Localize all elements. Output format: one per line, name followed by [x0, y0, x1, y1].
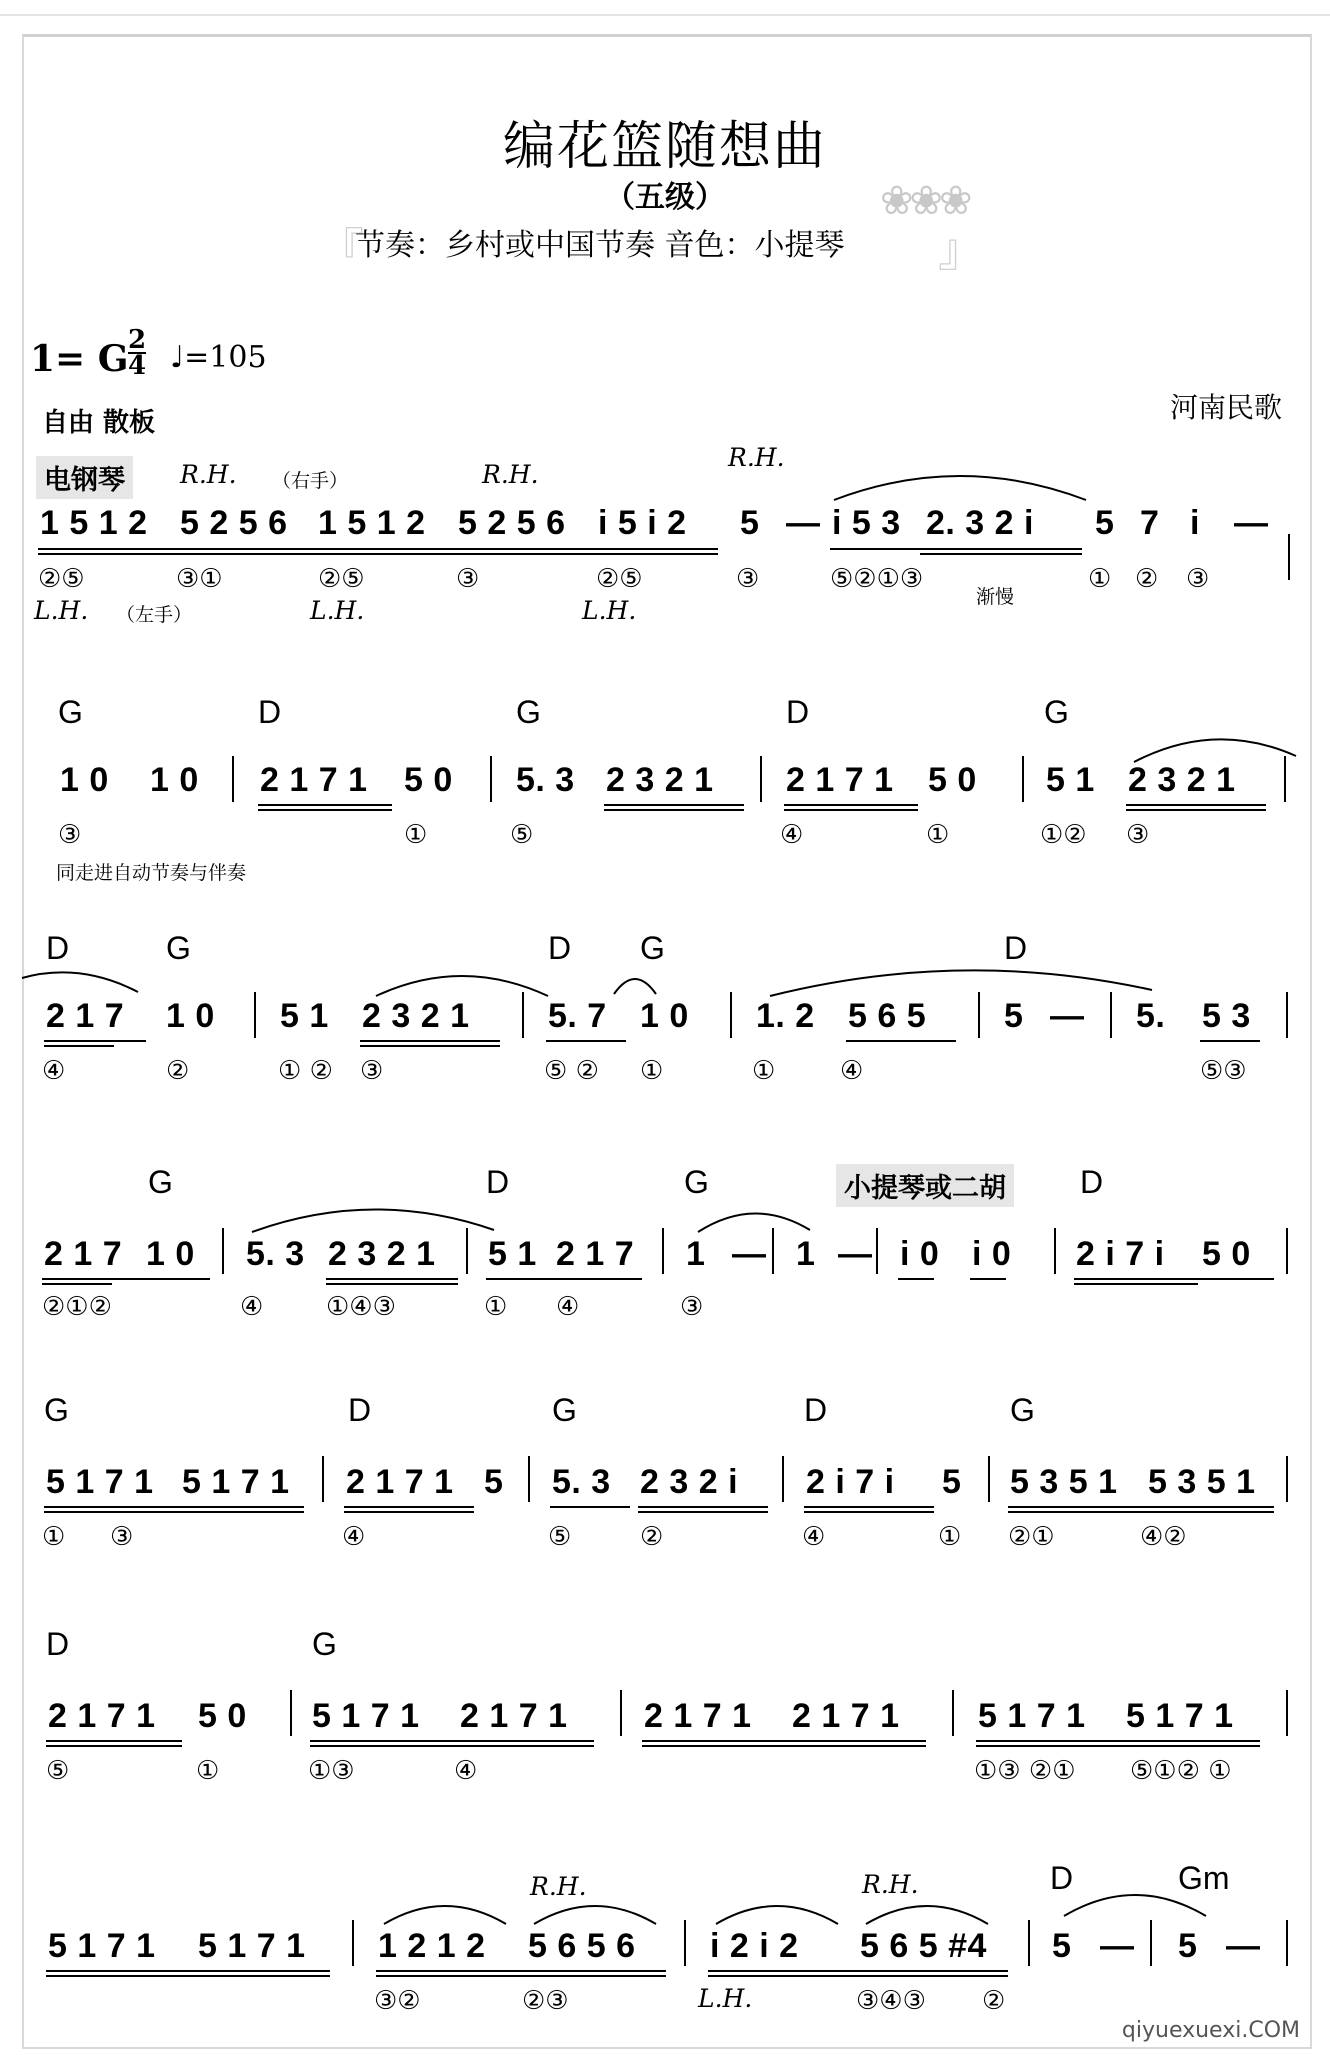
note-group: — — [732, 1235, 767, 1273]
beam-line — [804, 1506, 934, 1508]
rh-label: R.H. — [530, 1872, 587, 1901]
beam-line — [46, 1975, 330, 1977]
beam-line — [360, 1040, 500, 1042]
slur — [862, 1896, 992, 1926]
beam-line — [784, 804, 918, 806]
fingering: ① ② — [278, 1056, 333, 1086]
note-group: — — [838, 1235, 873, 1273]
note-group: 5. 3 — [246, 1235, 305, 1273]
note-group: i 0 — [900, 1235, 940, 1273]
chord-symbol: G — [148, 1164, 173, 1200]
beam-line — [846, 1040, 956, 1042]
beam-line — [360, 1045, 500, 1047]
flower-decoration-icon: ❀❀❀ — [880, 178, 969, 224]
note-group: 5 1 — [1046, 761, 1095, 799]
barline — [684, 1920, 686, 1966]
note-group: 2 3 2 1 — [362, 997, 470, 1035]
note-group: 2 3 2 1 — [328, 1235, 436, 1273]
note-group: 1 — [796, 1235, 816, 1273]
fingering: ③② — [374, 1986, 421, 2016]
barline — [1286, 1456, 1288, 1502]
lh-label: L.H. — [310, 596, 365, 625]
barline — [254, 992, 256, 1038]
slur — [1130, 730, 1300, 764]
beam-line — [326, 1278, 458, 1280]
fingering: ②① — [1008, 1522, 1055, 1552]
fingering: ④② — [1140, 1522, 1187, 1552]
instrument-label-violin: 小提琴或二胡 — [836, 1164, 1014, 1207]
fingering: ⑤ — [46, 1756, 70, 1786]
chord-symbol: D — [1080, 1164, 1104, 1200]
fingering: ③④③ — [856, 1986, 926, 2016]
note-group: 5 1 7 1 — [182, 1463, 290, 1501]
beam-line — [44, 1045, 114, 1047]
slur — [694, 1204, 814, 1234]
beam-line — [42, 1283, 112, 1285]
note-group: i 5 i 2 — [598, 504, 687, 542]
fingering: ③ — [1186, 564, 1210, 594]
barline — [1286, 1690, 1288, 1736]
barline — [1110, 992, 1112, 1038]
beam-line — [44, 1040, 146, 1042]
note-group: 5 6 5 6 — [528, 1927, 636, 1965]
beam-line — [46, 1970, 330, 1972]
note-group: i 5 3 — [832, 504, 901, 542]
beam-line — [638, 1506, 768, 1508]
note-group: 5. 3 — [516, 761, 575, 799]
note-group: 5 6 5 — [848, 997, 927, 1035]
beam-line — [970, 1278, 1006, 1280]
beam-line — [708, 1970, 1008, 1972]
fingering: ③ — [736, 564, 760, 594]
song-title: 编花篮随想曲 — [502, 117, 827, 177]
fingering: ① — [640, 1056, 664, 1086]
beam-line — [344, 1511, 474, 1513]
beam-line — [1074, 1278, 1274, 1280]
tempo-marking: ♩=105 — [170, 340, 267, 375]
beam-line — [1008, 1506, 1274, 1508]
rh-label: R.H. — [180, 460, 237, 489]
fingering: ⑤ — [548, 1522, 572, 1552]
beam-line — [898, 1278, 934, 1280]
barline — [978, 992, 980, 1038]
chord-symbol: G — [516, 694, 541, 730]
chord-symbol: Gm — [1178, 1860, 1230, 1896]
beam-line — [38, 553, 718, 555]
tempo-mode: 自由 散板 — [42, 408, 156, 438]
bracket-left: 『 — [318, 223, 364, 277]
note-group: 5 3 — [1202, 997, 1251, 1035]
fingering: ① — [484, 1292, 508, 1322]
beam-line — [708, 1975, 1008, 1977]
fingering: ①③ ②① — [974, 1756, 1076, 1786]
slur — [530, 1896, 660, 1926]
beam-line — [976, 1740, 1260, 1742]
beam-line — [326, 1283, 458, 1285]
note-group: 2 3 2 i — [640, 1463, 739, 1501]
ritard-marking: 渐慢 — [976, 586, 1015, 608]
fingering: ④ — [240, 1292, 264, 1322]
note-group: 1 0 — [166, 997, 215, 1035]
chord-symbol: D — [1050, 1860, 1074, 1896]
beam-line — [44, 1506, 304, 1508]
chord-symbol: G — [166, 930, 191, 966]
note-group: 5 — [1004, 997, 1024, 1035]
beam-line — [550, 1506, 630, 1508]
key-signature: 1= G — [30, 338, 129, 380]
note-group: 5 1 — [280, 997, 329, 1035]
barline — [1150, 1920, 1152, 1966]
chord-symbol: G — [312, 1626, 337, 1662]
beam-line — [976, 1745, 1260, 1747]
note-group: i 2 i 2 — [710, 1927, 799, 1965]
beam-line — [642, 1745, 926, 1747]
beam-line — [1200, 1040, 1260, 1042]
chord-symbol: D — [46, 1626, 70, 1662]
note-group: 5 2 5 6 — [458, 504, 566, 542]
fingering: ③ — [110, 1522, 134, 1552]
fingering: ④ — [454, 1756, 478, 1786]
slur — [830, 462, 1090, 502]
beam-line — [344, 1506, 474, 1508]
note-group: 5 3 5 1 — [1010, 1463, 1118, 1501]
barline — [490, 756, 492, 802]
barline — [1054, 1228, 1056, 1274]
note-group: 2 1 7 — [556, 1235, 635, 1273]
fingering: ②⑤ — [318, 564, 365, 594]
note-group: 5 1 7 1 — [978, 1697, 1086, 1735]
beam-line — [804, 1511, 934, 1513]
fingering: ③ — [58, 820, 82, 850]
beam-line — [46, 1745, 182, 1747]
note-group: 7 — [1140, 504, 1160, 542]
note-group: 2 1 7 1 — [346, 1463, 454, 1501]
note-group: 5 1 — [488, 1235, 537, 1273]
note-group: 5 — [1178, 1927, 1198, 1965]
fingering: ④ — [840, 1056, 864, 1086]
barline — [952, 1690, 954, 1736]
chord-symbol: G — [1044, 694, 1069, 730]
barline — [352, 1920, 354, 1966]
fingering: ② — [1135, 564, 1159, 594]
fingering: ①② — [1040, 820, 1087, 850]
composer: 河南民歌 — [1169, 391, 1282, 424]
slur — [1060, 1882, 1210, 1918]
slur — [380, 1896, 510, 1926]
chord-symbol: D — [548, 930, 572, 966]
level-label: （五级） — [605, 180, 725, 215]
chord-symbol: G — [44, 1392, 69, 1428]
beam-line — [1074, 1283, 1198, 1285]
barline — [1286, 1920, 1288, 1966]
watermark: qiyuexuexi.COM — [1121, 2018, 1300, 2043]
note-group: 1 5 1 2 — [318, 504, 426, 542]
fingering: ②⑤ — [38, 564, 85, 594]
note-group: 2 i 7 i — [806, 1463, 895, 1501]
beam-line — [1126, 804, 1266, 806]
lh-label: L.H. — [582, 596, 637, 625]
note-group: 2 3 2 1 — [606, 761, 714, 799]
fingering: ① — [42, 1522, 66, 1552]
note-group: 5. 7 — [548, 997, 607, 1035]
note-group: 5 — [1052, 1927, 1072, 1965]
note-group: 2 1 7 1 — [792, 1697, 900, 1735]
fingering: ⑤②①③ — [830, 564, 924, 594]
barline — [772, 1228, 774, 1274]
barline — [522, 992, 524, 1038]
note-group: 1 2 1 2 — [378, 1927, 486, 1965]
rh-label: R.H. — [482, 460, 539, 489]
beam-line — [604, 809, 744, 811]
chord-symbol: G — [552, 1392, 577, 1428]
note-group: 5 0 — [928, 761, 977, 799]
beam-line — [604, 804, 744, 806]
fingering: ④ — [42, 1056, 66, 1086]
note-group: 5 2 5 6 — [180, 504, 288, 542]
barline — [760, 756, 762, 802]
note-group: — — [786, 504, 821, 542]
barline — [1028, 1920, 1030, 1966]
barline — [1288, 534, 1290, 580]
note-group: 1 0 — [150, 761, 199, 799]
right-hand-note: （右手） — [272, 470, 349, 492]
barline — [620, 1690, 622, 1736]
auto-accomp-note: 同走进自动节奏与伴奏 — [56, 862, 247, 884]
beam-line — [546, 1040, 626, 1042]
barline — [528, 1456, 530, 1502]
chord-symbol: G — [58, 694, 83, 730]
note-group: 2 1 7 1 — [460, 1697, 568, 1735]
note-group: 5. 3 — [552, 1463, 611, 1501]
note-group: 2 1 7 1 — [260, 761, 368, 799]
fingering: ③ — [680, 1292, 704, 1322]
chord-symbol: D — [786, 694, 810, 730]
fingering: ④ — [780, 820, 804, 850]
slur — [766, 966, 1156, 998]
slur — [248, 1200, 498, 1234]
note-group: 5 1 7 1 — [48, 1927, 156, 1965]
beam-line — [642, 1740, 926, 1742]
note-group: 2. 3 2 i — [926, 504, 1034, 542]
note-group: i 0 — [972, 1235, 1012, 1273]
note-group: 5 — [1095, 504, 1115, 542]
beam-line — [486, 1278, 642, 1280]
barline — [1286, 992, 1288, 1038]
fingering: ① — [938, 1522, 962, 1552]
style-line: 节奏：乡村或中国节奏 音色：小提琴 — [355, 228, 845, 263]
slur — [20, 968, 140, 996]
fingering: ③ — [360, 1056, 384, 1086]
beam-line — [46, 1740, 182, 1742]
note-group: 2 1 7 1 — [786, 761, 894, 799]
fingering: ②③ — [522, 1986, 569, 2016]
fingering: ② — [166, 1056, 190, 1086]
barline — [782, 1456, 784, 1502]
note-group: 2 1 7 1 — [48, 1697, 156, 1735]
fingering: ⑤ — [510, 820, 534, 850]
beam-line — [920, 553, 1082, 555]
note-group: 2 3 2 1 — [1128, 761, 1236, 799]
slur — [712, 1896, 842, 1926]
note-group: 5 — [942, 1463, 962, 1501]
chord-symbol: D — [348, 1392, 372, 1428]
time-signature: 2 4 — [128, 325, 147, 381]
left-hand-note: （左手） — [116, 604, 193, 626]
chord-symbol: D — [258, 694, 282, 730]
fingering: ② — [982, 1986, 1006, 2016]
note-group: 5 0 — [404, 761, 453, 799]
chord-symbol: D — [804, 1392, 828, 1428]
fingering: ⑤①② ① — [1130, 1756, 1232, 1786]
fingering: ③ — [456, 564, 480, 594]
note-group: i — [1190, 504, 1200, 542]
note-group: 2 i 7 i — [1076, 1235, 1165, 1273]
note-group: 1 0 — [640, 997, 689, 1035]
fingering: ①③ — [308, 1756, 355, 1786]
note-group: 1 — [686, 1235, 706, 1273]
chord-symbol: G — [1010, 1392, 1035, 1428]
fingering: ⑤③ — [1200, 1056, 1247, 1086]
chord-symbol: G — [684, 1164, 709, 1200]
note-group: — — [1234, 504, 1269, 542]
beam-line — [784, 809, 918, 811]
barline — [730, 992, 732, 1038]
slur — [610, 968, 660, 996]
fingering: ⑤ ② — [544, 1056, 599, 1086]
beam-line — [42, 1278, 210, 1280]
fingering: ③ — [1126, 820, 1150, 850]
barline — [988, 1456, 990, 1502]
note-group: 5. — [1136, 997, 1166, 1035]
note-group: 2 1 7 — [44, 1235, 123, 1273]
beam-line — [310, 1740, 594, 1742]
barline — [876, 1228, 878, 1274]
beam-line — [258, 804, 392, 806]
note-group: 5 — [484, 1463, 504, 1501]
beam-line — [1126, 809, 1266, 811]
barline — [232, 756, 234, 802]
fingering: ②⑤ — [596, 564, 643, 594]
note-group: 5 0 — [198, 1697, 247, 1735]
beam-line — [44, 1511, 304, 1513]
beam-line — [310, 1745, 594, 1747]
barline — [222, 1228, 224, 1274]
beam-line — [1008, 1511, 1274, 1513]
note-group: 2 1 7 — [46, 997, 125, 1035]
note-group: 5 1 7 1 — [1126, 1697, 1234, 1735]
fingering: ① — [1088, 564, 1112, 594]
note-group: 1 5 1 2 — [40, 504, 148, 542]
chord-symbol: D — [1004, 930, 1028, 966]
note-group: 1 0 — [60, 761, 109, 799]
beam-line — [38, 548, 718, 550]
lh-label: L.H. — [34, 596, 89, 625]
barline — [1022, 756, 1024, 802]
fingering: ③① — [176, 564, 223, 594]
beam-line — [258, 809, 392, 811]
beam-line — [376, 1970, 666, 1972]
slur — [372, 966, 552, 998]
note-group: 1. 2 — [756, 997, 815, 1035]
fingering: ① — [926, 820, 950, 850]
instrument-label-piano: 电钢琴 — [36, 456, 133, 499]
note-group: 5 1 7 1 — [198, 1927, 306, 1965]
barline — [662, 1228, 664, 1274]
note-group: 5 1 7 1 — [46, 1463, 154, 1501]
beam-line — [638, 1511, 768, 1513]
note-group: — — [1100, 1927, 1135, 1965]
note-group: — — [1050, 997, 1085, 1035]
beam-line — [830, 548, 1082, 550]
note-group: — — [1226, 1927, 1261, 1965]
barline — [1286, 1228, 1288, 1274]
fingering: ②①② — [42, 1292, 112, 1322]
fingering: ① — [752, 1056, 776, 1086]
beam-line — [376, 1975, 666, 1977]
chord-symbol: G — [640, 930, 665, 966]
fingering: ④ — [556, 1292, 580, 1322]
note-group: 1 0 — [146, 1235, 195, 1273]
fingering: ① — [196, 1756, 220, 1786]
fingering: ④ — [802, 1522, 826, 1552]
note-group: 5 0 — [1202, 1235, 1251, 1273]
note-group: 5 — [740, 504, 760, 542]
fingering: ① — [404, 820, 428, 850]
bracket-right: 』 — [938, 223, 984, 277]
chord-symbol: D — [46, 930, 70, 966]
fingering: ①④③ — [326, 1292, 396, 1322]
barline — [322, 1456, 324, 1502]
barline — [466, 1228, 468, 1274]
lh-label: L.H. — [698, 1984, 753, 2013]
fingering: ② — [640, 1522, 664, 1552]
rh-label: R.H. — [862, 1870, 919, 1899]
note-group: 5 3 5 1 — [1148, 1463, 1256, 1501]
top-rule — [0, 14, 1330, 16]
rh-label: R.H. — [728, 443, 785, 472]
chord-symbol: D — [486, 1164, 510, 1200]
barline — [290, 1690, 292, 1736]
fingering: ④ — [342, 1522, 366, 1552]
note-group: 2 1 7 1 — [644, 1697, 752, 1735]
note-group: 5 1 7 1 — [312, 1697, 420, 1735]
note-group: 5 6 5 #4 — [860, 1927, 987, 1965]
